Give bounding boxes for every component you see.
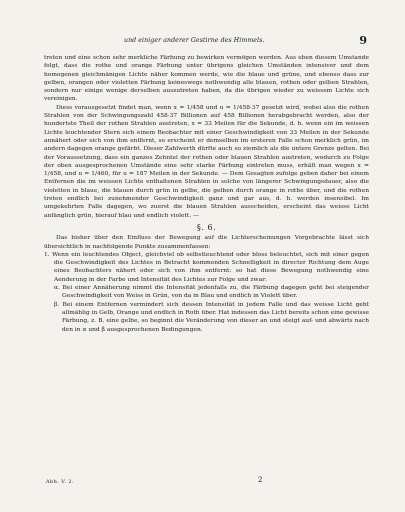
page-header: [44, 36, 369, 50]
section-title: §. 6.: [196, 222, 217, 232]
paragraph-1: treten und eine schon sehr merkliche Färbung zu bewirken vermögen werden. Aus eben diesem Umstande folgt, dass die rothe und orange Färbung unter übrigens gleichen Umständen intensiver und dem homogenen gleichmänigen Lichte näher kommen werde, wie die blaue und grüne, und ebenso dass zur gelben, orangen oder violetten Färbung keineswegs nothwendig alle blauen, rothen oder gelben Strahlen, sondern nur einige wenige derselben auszutreten haben, da die übrigen wieder zu weissem Lichte sich vereinigen.: [44, 55, 369, 103]
list-item-1: 1. Wenn ein leuchtendes Object, gleichviel ob selbstleuchtend oder bloss beleuchtet, sich mit einer gegen die Geschwindigkeit des Lichtes in Betracht kommenden Schnelligkeit in directer Richtung dem Auge eines Beobachters nähert oder sich von ihm entfernt: so hat diese Bewegung nothwendig eine Aenderung in der Farbe und Intensität des Lichtes zur Folge und zwar:: [44, 251, 369, 283]
paragraph-2: Diess vorausgesetzt findet man, wenn x = 1/458 und u = 1/458·37 gesetzt wird, wobei also die rothen Strahlen von der Schwingungszahl 458·37 Billionen auf 458 Billionen herabgebracht werden, also der hundertste Theil der rothen Strahlen austreten, x = 33 Meilen für die Sekunde, d. h. wenn ein im weissen Lichte leuchtender Stern sich einem Beobachter mit einer Geschwindigkeit von 33 Meilen in der Sekunde annähert oder sich von ihm entfernt, so erscheint er demselben im ersteren Falle schon merklich grün, im andern dagegen orange gefärbt. Dieser Zahlwerth dürfte auch so ziemlich als die untere Grenze gelten. Bei der Voraussetzung, dass ein ganzes Zehntel der rothen oder blauen Strahlen austreten, wodurch zu Folge der oben ausgesprochenen Umstände eine sehr starke Färbung eintreten muss, erhält man wegen x = 1/458, und u = 1/460, für u = 187 Meilen in der Sekunde. — Dem Gesagten zufolge geben daher bei einem Entfernen die im weissen Lichte enthaltenen Strahlen in solche von längerer Schwingungsdauer, also die violetten in blaue, die blauen durch grün in gelbe, die gelben durch orange in rothe über, und die rothen treten endlich bei zunehmender Geschwindigkeit ganz und gar aus, d. h. werden insensibel. Im umgekehrten Falle dagegen, wo zuerst die blauen Strahlen ausscheiden, erscheint das weisse Licht anfänglich grün, hierauf blau und endlich violett. —: [44, 104, 369, 219]
paragraph-3: Das bisher über den Einfluss der Bewegung auf die Lichterscheinungen Vorgebrachte lässt sich übersichtlich in nachfolgende Punkte zusammenfassen:: [44, 235, 369, 250]
sub-item-beta: β. Bei einem Entfernen vermindert sich dessen Intensität in jedem Falle und das weisse Licht geht allmählig in Gelb, Orange und endlich in Roth über. Hat indessen das Licht bereits schon eine gewisse Färbung, z. B. eine gelbe, so beginnt die Veränderung von dieser an und steigt auf- und abwärts nach den in α und β ausgesprochenen Bedingungen.: [54, 301, 369, 333]
page-footer: [44, 476, 369, 488]
sheet-number: 2: [258, 476, 263, 484]
sub-item-alpha: α. Bei einer Annäherung nimmt die Intensität jedenfalls zu, die Färbung dagegen geht bei steigender Geschwindigkeit von Weiss in Grün, von da in Blau und endlich in Violett über.: [54, 285, 369, 300]
signature-mark: Abh. V. 2.: [46, 479, 74, 485]
running-title: und einiger anderer Gestirne des Himmels.: [124, 37, 265, 44]
page-number: 9: [359, 34, 367, 47]
page-body: [44, 54, 369, 334]
